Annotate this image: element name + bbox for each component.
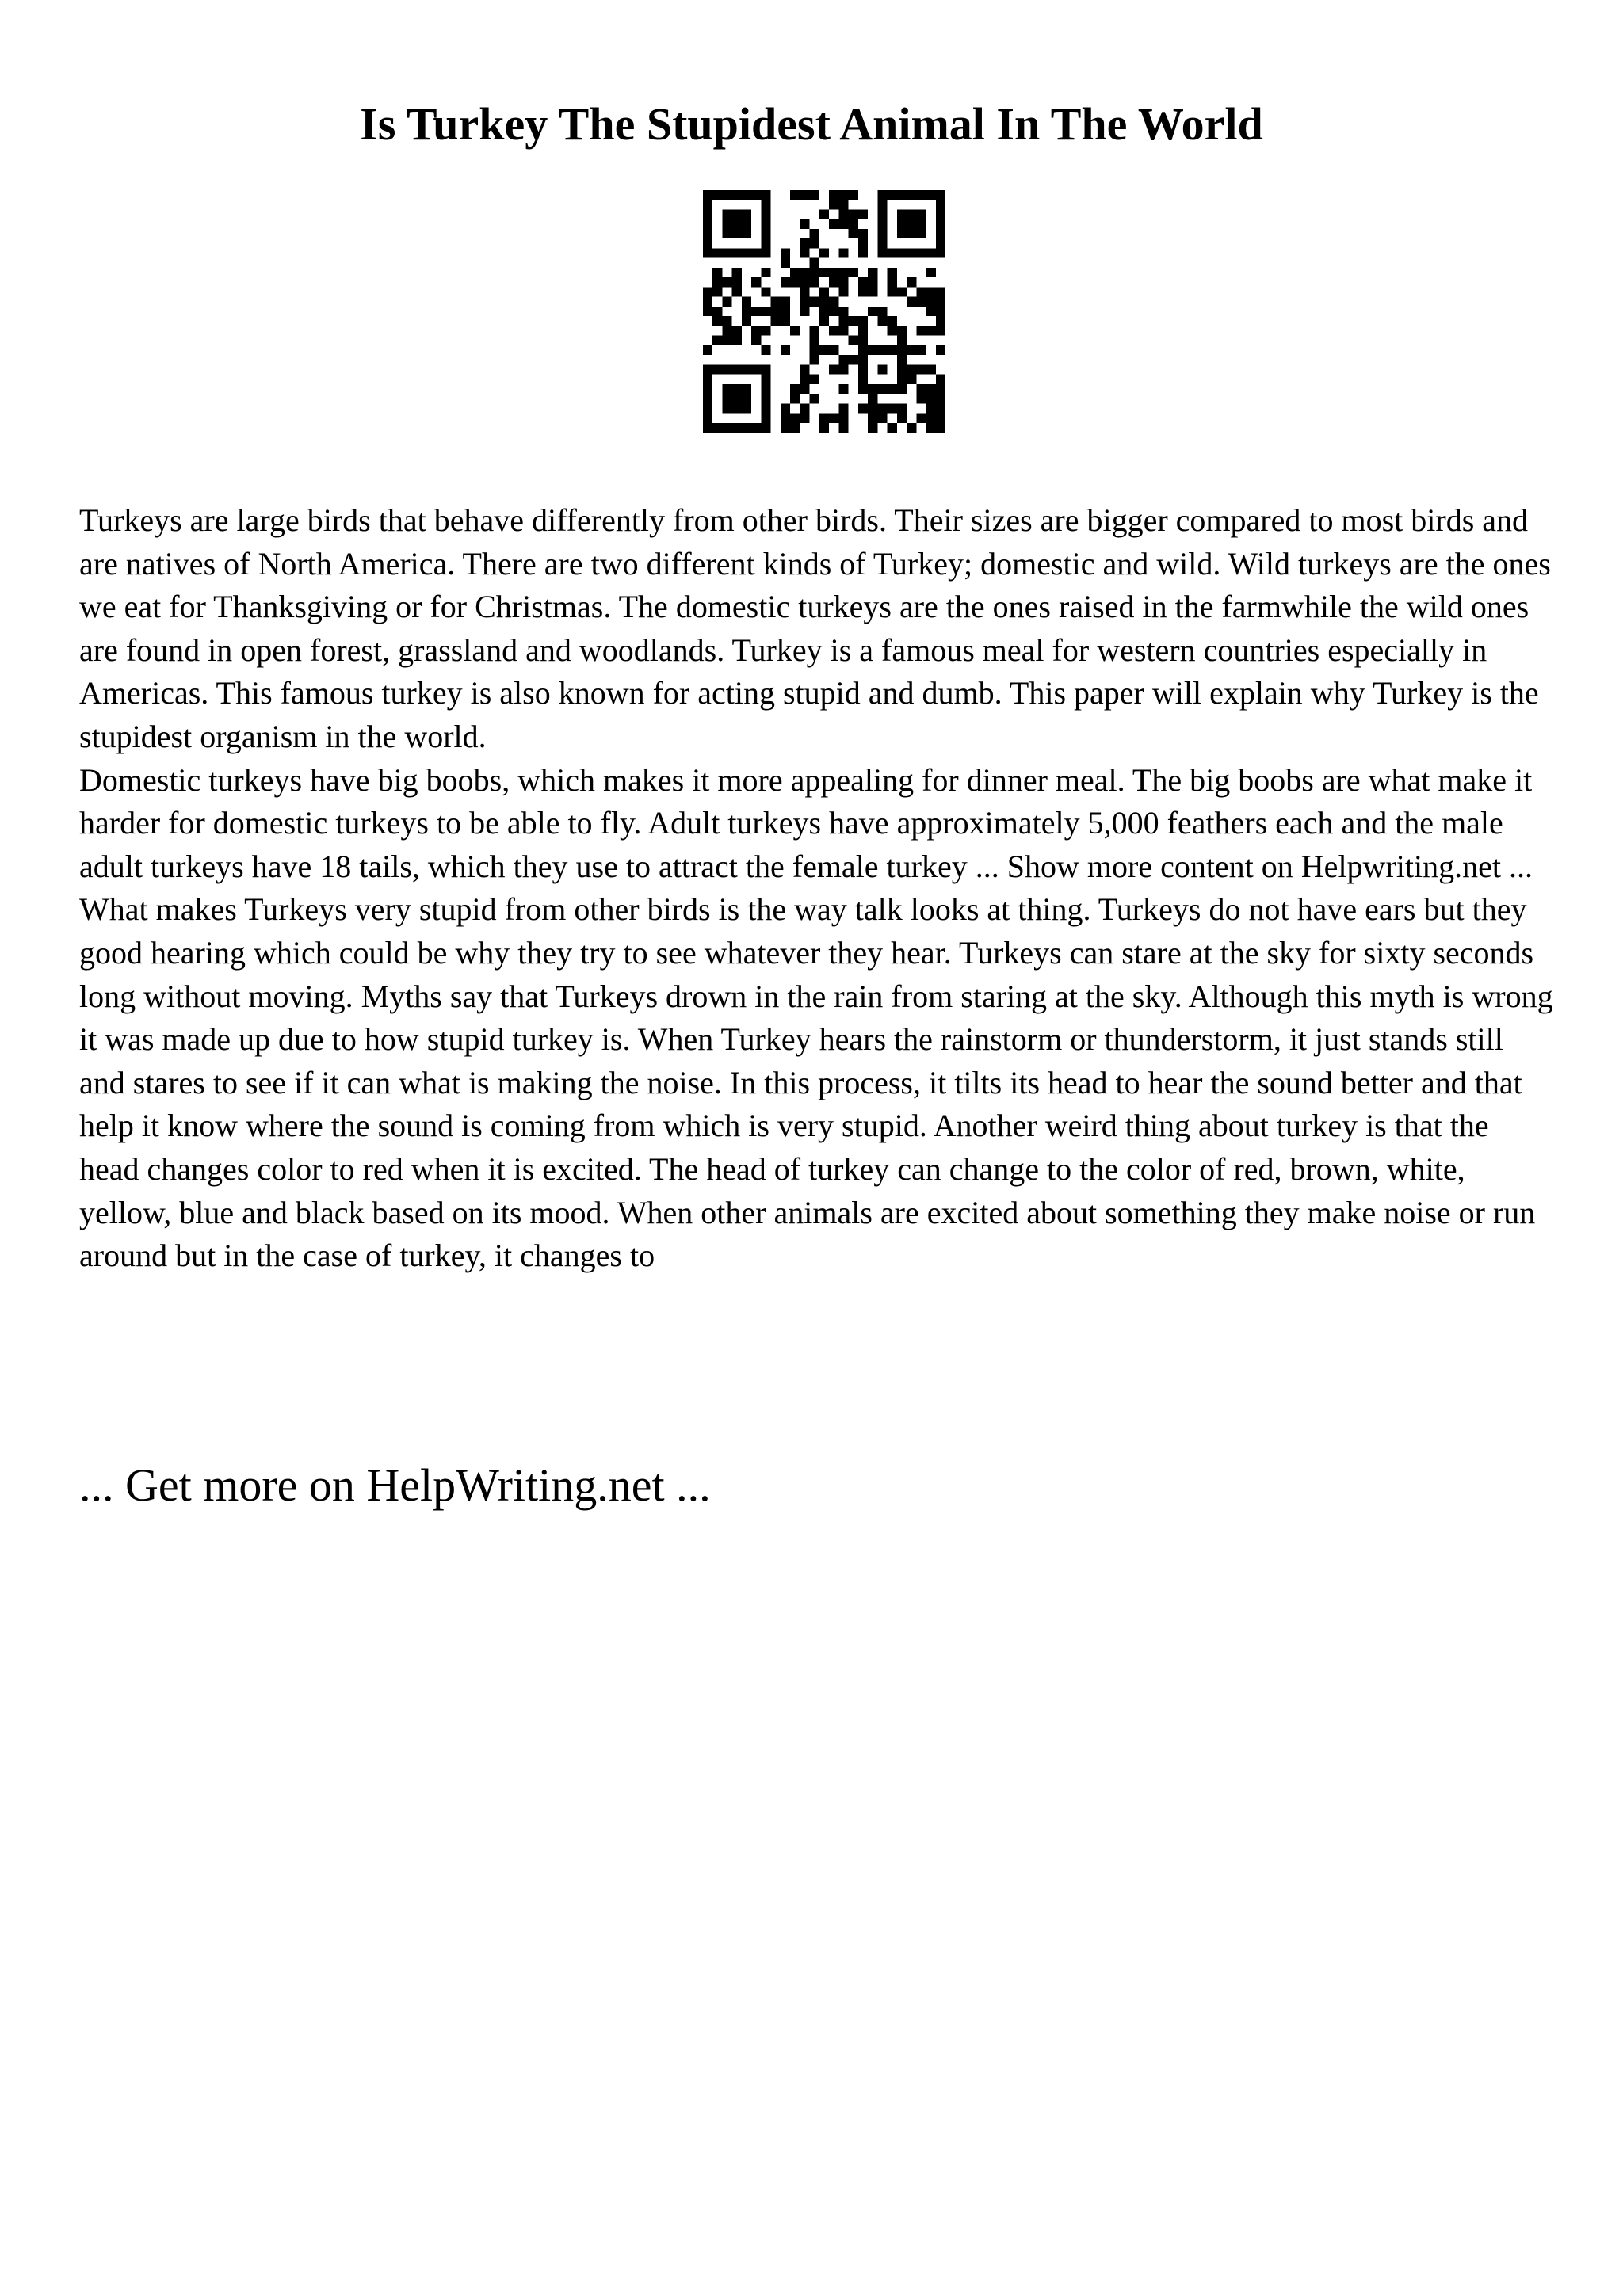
body-text xyxy=(79,499,1553,1278)
qr-code-icon xyxy=(703,190,945,433)
paragraph-domestic: Domestic turkeys have big boobs, which makes it more appealing for dinner meal. The big boobs are what make it harder for domestic turkeys to be able to fly. Adult turkeys have approximately 5,000 feathers each and the male adult turkeys have 18 tails, which they use to attract the female turkey ... Show more content on Helpwriting.net ... xyxy=(79,761,1533,884)
paragraph-stupid: What makes Turkeys very stupid from other birds is the way talk looks at thing. Turkeys do not have ears but they good hearing which could be why they try to see whatever they hear. Turkeys can stare at the sky for sixty seconds long without moving. Myths say that Turkeys drown in the rain from staring at the sky. Although this myth is wrong it was made up due to how stupid turkey is. When Turkey hears the rainstorm or thunderstorm, it just stands still and stares to see if it can what is making the noise. In this process, it tilts its head to hear the sound better and that help it know where the sound is coming from which is very stupid. Another weird thing about turkey is that the head changes color to red when it is excited. The head of turkey can change to the color of red, brown, white, yellow, blue and black based on its mood. When other animals are excited about something they make noise or run around but in the case of turkey, it changes to xyxy=(79,891,1553,1274)
qr-code-graphic xyxy=(703,190,945,433)
get-more-link[interactable]: ... Get more on HelpWriting.net ... xyxy=(79,1459,711,1511)
paragraph-intro: Turkeys are large birds that behave differently from other birds. Their sizes are bigger compared to most birds and are natives of North America. There are two different kinds of Turkey; domestic and wild. Wild turkeys are the ones we eat for Thanksgiving or for Christmas. The domestic turkeys are the ones raised in the farmwhile the wild ones are found in open forest, grassland and woodlands. Turkey is a famous meal for western countries especially in Americas. This famous turkey is also known for acting stupid and dumb. This paper will explain why Turkey is the stupidest organism in the world. xyxy=(79,502,1551,754)
page-title: Is Turkey The Stupidest Animal In The World xyxy=(360,98,1263,150)
